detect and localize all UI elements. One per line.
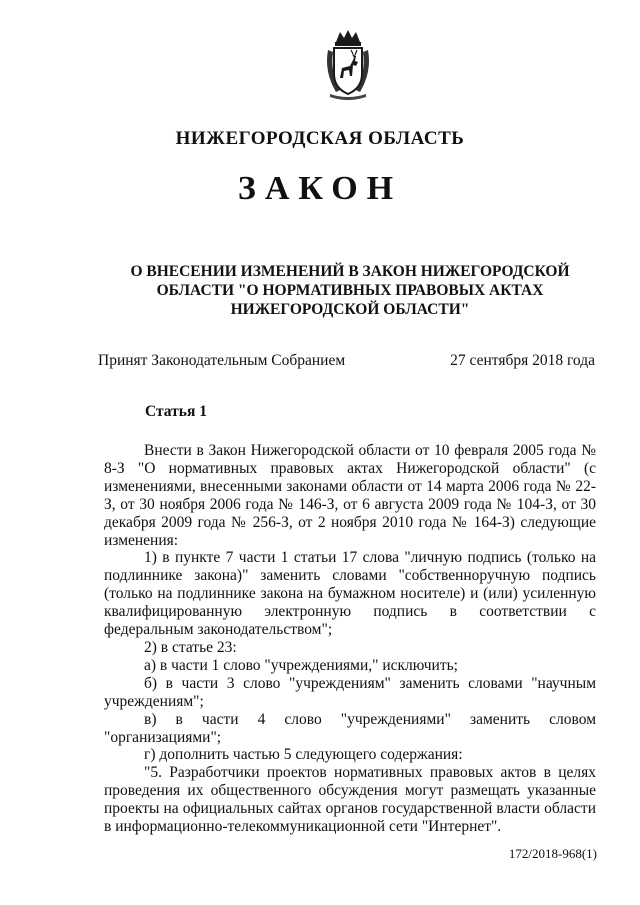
region-name: НИЖЕГОРОДСКАЯ ОБЛАСТЬ [175,128,465,149]
paragraph: 1) в пункте 7 части 1 статьи 17 слова "личную подпись (только на подлиннике закона)" заменить словами "собственноручную подпись (только на подлиннике закона на бумажном носителе) и (или) усиленную квалифицированную электронную подпись в соответствии с федеральным законодательством"; [104,549,596,639]
paragraph: а) в части 1 слово "учреждениями," исключить; [144,656,458,674]
document-type: ЗАКОН [237,170,403,207]
paragraph: "5. Разработчики проектов нормативных правовых актов в целях проведения их общественного обсуждения могут размещать указанные проекты на официальных сайтах органов государственной власти области в информационно-телекоммуникационной сети "Интернет". [104,764,596,836]
law-title: О ВНЕСЕНИИ ИЗМЕНЕНИЙ В ЗАКОН НИЖЕГОРОДСКОЙ ОБЛАСТИ "О НОРМАТИВНЫХ ПРАВОВЫХ АКТАХ НИЖЕГОРОДСКОЙ ОБЛАСТИ" [130,263,570,318]
article-body [104,442,596,836]
coat-of-arms-icon [322,28,374,100]
article-heading: Статья 1 [145,403,207,420]
adoption-date: 27 сентября 2018 года [450,352,595,369]
document-code: 172/2018-968(1) [508,846,597,861]
paragraph: 2) в статье 23: [144,638,237,656]
paragraph: Внести в Закон Нижегородской области от 10 февраля 2005 года № 8-З "О нормативных правовых актах Нижегородской области" (с изменениями, внесенными законами области от 14 марта 2006 года № 22-З, от 30 ноября 2006 года № 146-З, от 6 августа 2009 года № 104-З, от 30 декабря 2009 года № 256-З, от 2 ноября 2010 года № 164-З) следующие изменения: [104,442,596,549]
paragraph: в) в части 4 слово "учреждениями" заменить словом "организациями"; [104,710,596,746]
paragraph: г) дополнить частью 5 следующего содержания: [144,746,463,764]
paragraph: б) в части 3 слово "учреждениям" заменить словами "научным учреждениям"; [104,674,596,710]
adoption-line [98,352,595,370]
adoption-label: Принят Законодательным Собранием [98,352,346,369]
